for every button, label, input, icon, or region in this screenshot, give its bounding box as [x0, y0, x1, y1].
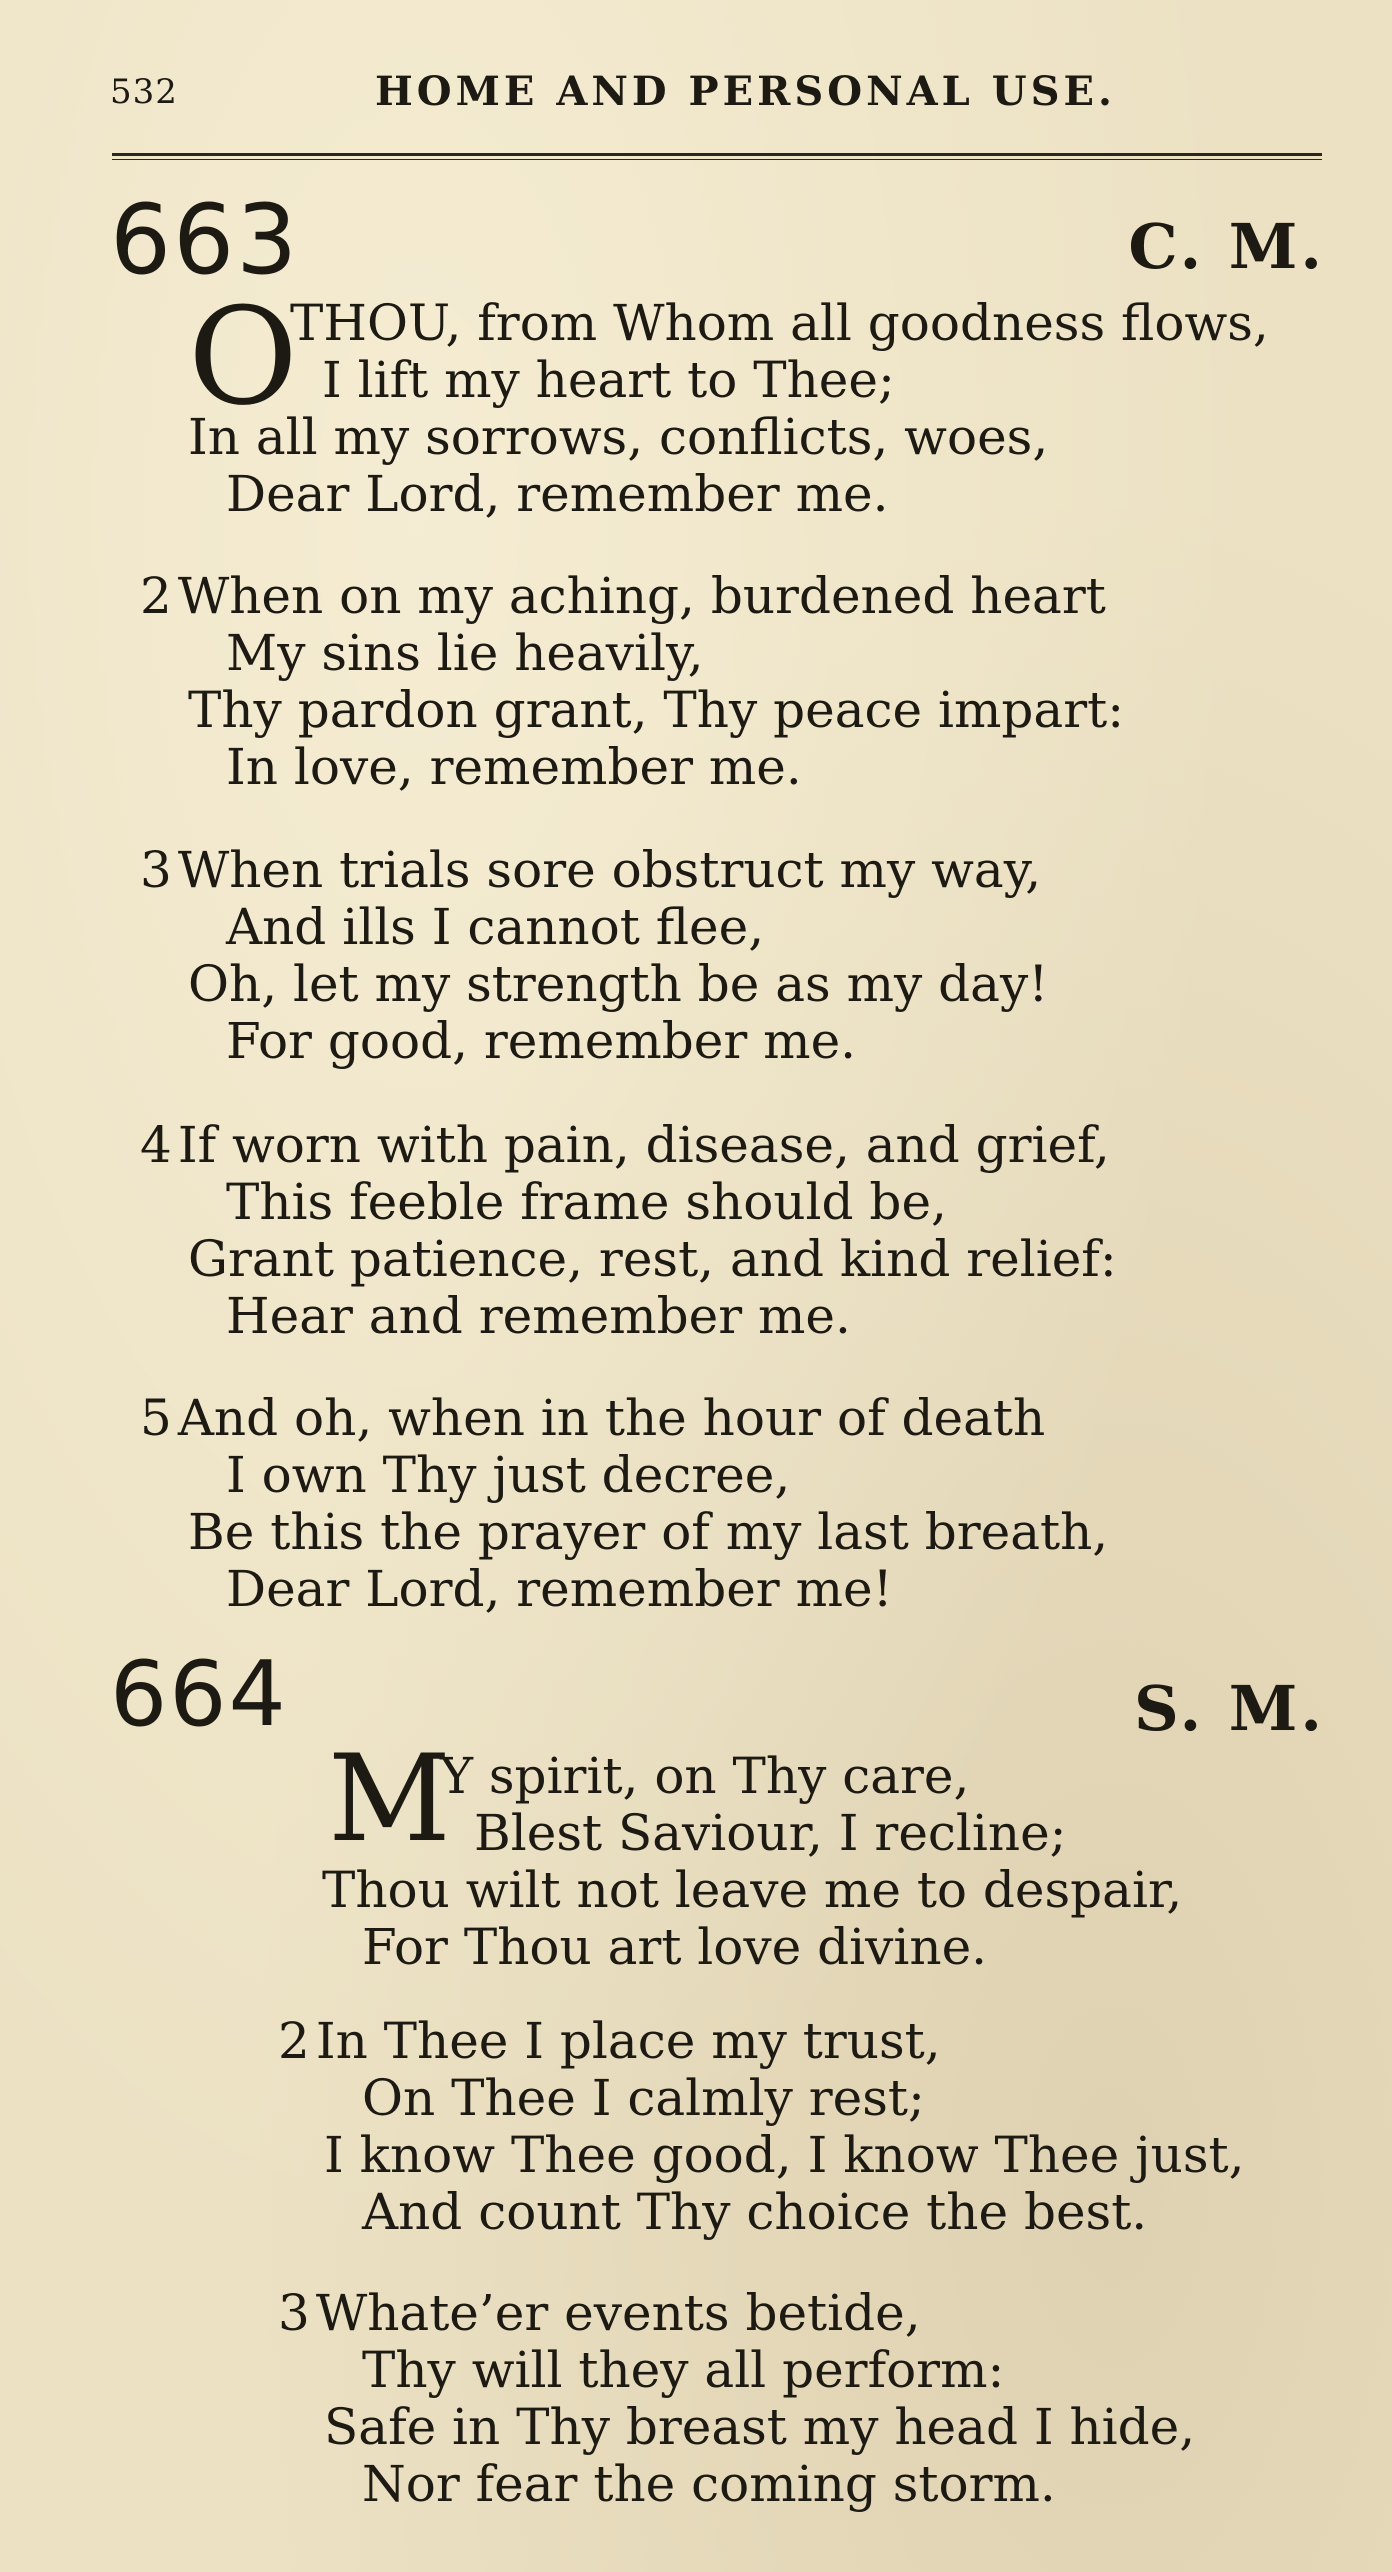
verse-line: I know Thee good, I know Thee just,: [324, 2126, 1245, 2184]
hymn-number: 663: [110, 184, 300, 296]
verse-line: THOU, from Whom all goodness flows,: [290, 294, 1269, 352]
hymn-664-verse-1-opening: [440, 1748, 1067, 1862]
dropcap-letter: O: [188, 279, 298, 435]
page-header: [110, 62, 1325, 122]
verse-line: Be this the prayer of my last breath,: [188, 1503, 1109, 1561]
page-number: 532: [110, 72, 178, 112]
verse-line: For good, remember me.: [226, 1012, 857, 1070]
hymn-664-heading: [110, 1642, 1325, 1750]
verse-number: 3: [140, 841, 172, 899]
verse-number: 2: [278, 2012, 310, 2070]
hymn-663-verse-3: [140, 842, 1048, 1070]
verse-line: Grant patience, rest, and kind relief:: [188, 1230, 1117, 1288]
verse-line: And count Thy choice the best.: [362, 2183, 1148, 2241]
verse-line: For Thou art love divine.: [362, 1918, 988, 1976]
dropcap-letter: M: [328, 1730, 451, 1869]
verse-line: I own Thy just decree,: [226, 1446, 791, 1504]
verse-line: On Thee I calmly rest;: [362, 2069, 925, 2127]
verse-line: Thou wilt not leave me to despair,: [322, 1861, 1183, 1919]
verse-line: Thy will they all perform:: [362, 2341, 1005, 2399]
hymn-664-verse-2: [278, 2013, 1244, 2241]
hymn-663-verse-2: [140, 568, 1124, 796]
hymn-663-verse-4: [140, 1117, 1117, 1345]
verse-line: And ills I cannot flee,: [226, 898, 765, 956]
verse-number: 5: [140, 1389, 172, 1447]
verse-line: This feeble frame should be,: [226, 1173, 947, 1231]
verse-line: Dear Lord, remember me!: [226, 1560, 893, 1618]
verse-line: Safe in Thy breast my head I hide,: [324, 2398, 1196, 2456]
verse-number: 4: [140, 1116, 172, 1174]
verse-number: 3: [278, 2284, 310, 2342]
verse-line: In all my sorrows, conflicts, woes,: [188, 408, 1049, 466]
hymn-664-verse-1-close: [322, 1862, 1182, 1976]
verse-line: Thy pardon grant, Thy peace impart:: [188, 681, 1125, 739]
verse-number: 2: [140, 567, 172, 625]
hymn-664-verse-3: [278, 2285, 1195, 2513]
verse-line: Oh, let my strength be as my day!: [188, 955, 1049, 1013]
header-rule: [112, 153, 1322, 160]
hymn-663-heading: [110, 184, 1325, 296]
hymn-663-verse-1-opening: [290, 295, 1269, 409]
verse-line: 4 If worn with pain, disease, and grief,: [140, 1116, 1110, 1174]
verse-line: 3 When trials sore obstruct my way,: [140, 841, 1042, 899]
verse-line: Y spirit, on Thy care,: [440, 1747, 970, 1805]
verse-line: Dear Lord, remember me.: [226, 465, 889, 523]
verse-line: 5 And oh, when in the hour of death: [140, 1389, 1046, 1447]
verse-line: 2 When on my aching, burdened heart: [140, 567, 1106, 625]
verse-line: In love, remember me.: [226, 738, 802, 796]
hymn-663-verse-5: [140, 1390, 1108, 1618]
verse-line: My sins lie heavily,: [226, 624, 704, 682]
verse-line: Nor fear the coming storm.: [362, 2455, 1056, 2513]
hymn-meter: S. M.: [1134, 1672, 1325, 1745]
verse-line: Blest Saviour, I recline;: [474, 1804, 1067, 1862]
hymn-number: 664: [110, 1642, 288, 1747]
verse-line: Hear and remember me.: [226, 1287, 851, 1345]
hymn-meter: C. M.: [1128, 210, 1325, 283]
running-head: HOME AND PERSONAL USE.: [375, 68, 1116, 115]
hymn-663-verse-1-close: [188, 409, 1048, 523]
verse-line: I lift my heart to Thee;: [322, 351, 895, 409]
verse-line: 3 Whate’er events betide,: [278, 2284, 921, 2342]
verse-line: 2 In Thee I place my trust,: [278, 2012, 941, 2070]
